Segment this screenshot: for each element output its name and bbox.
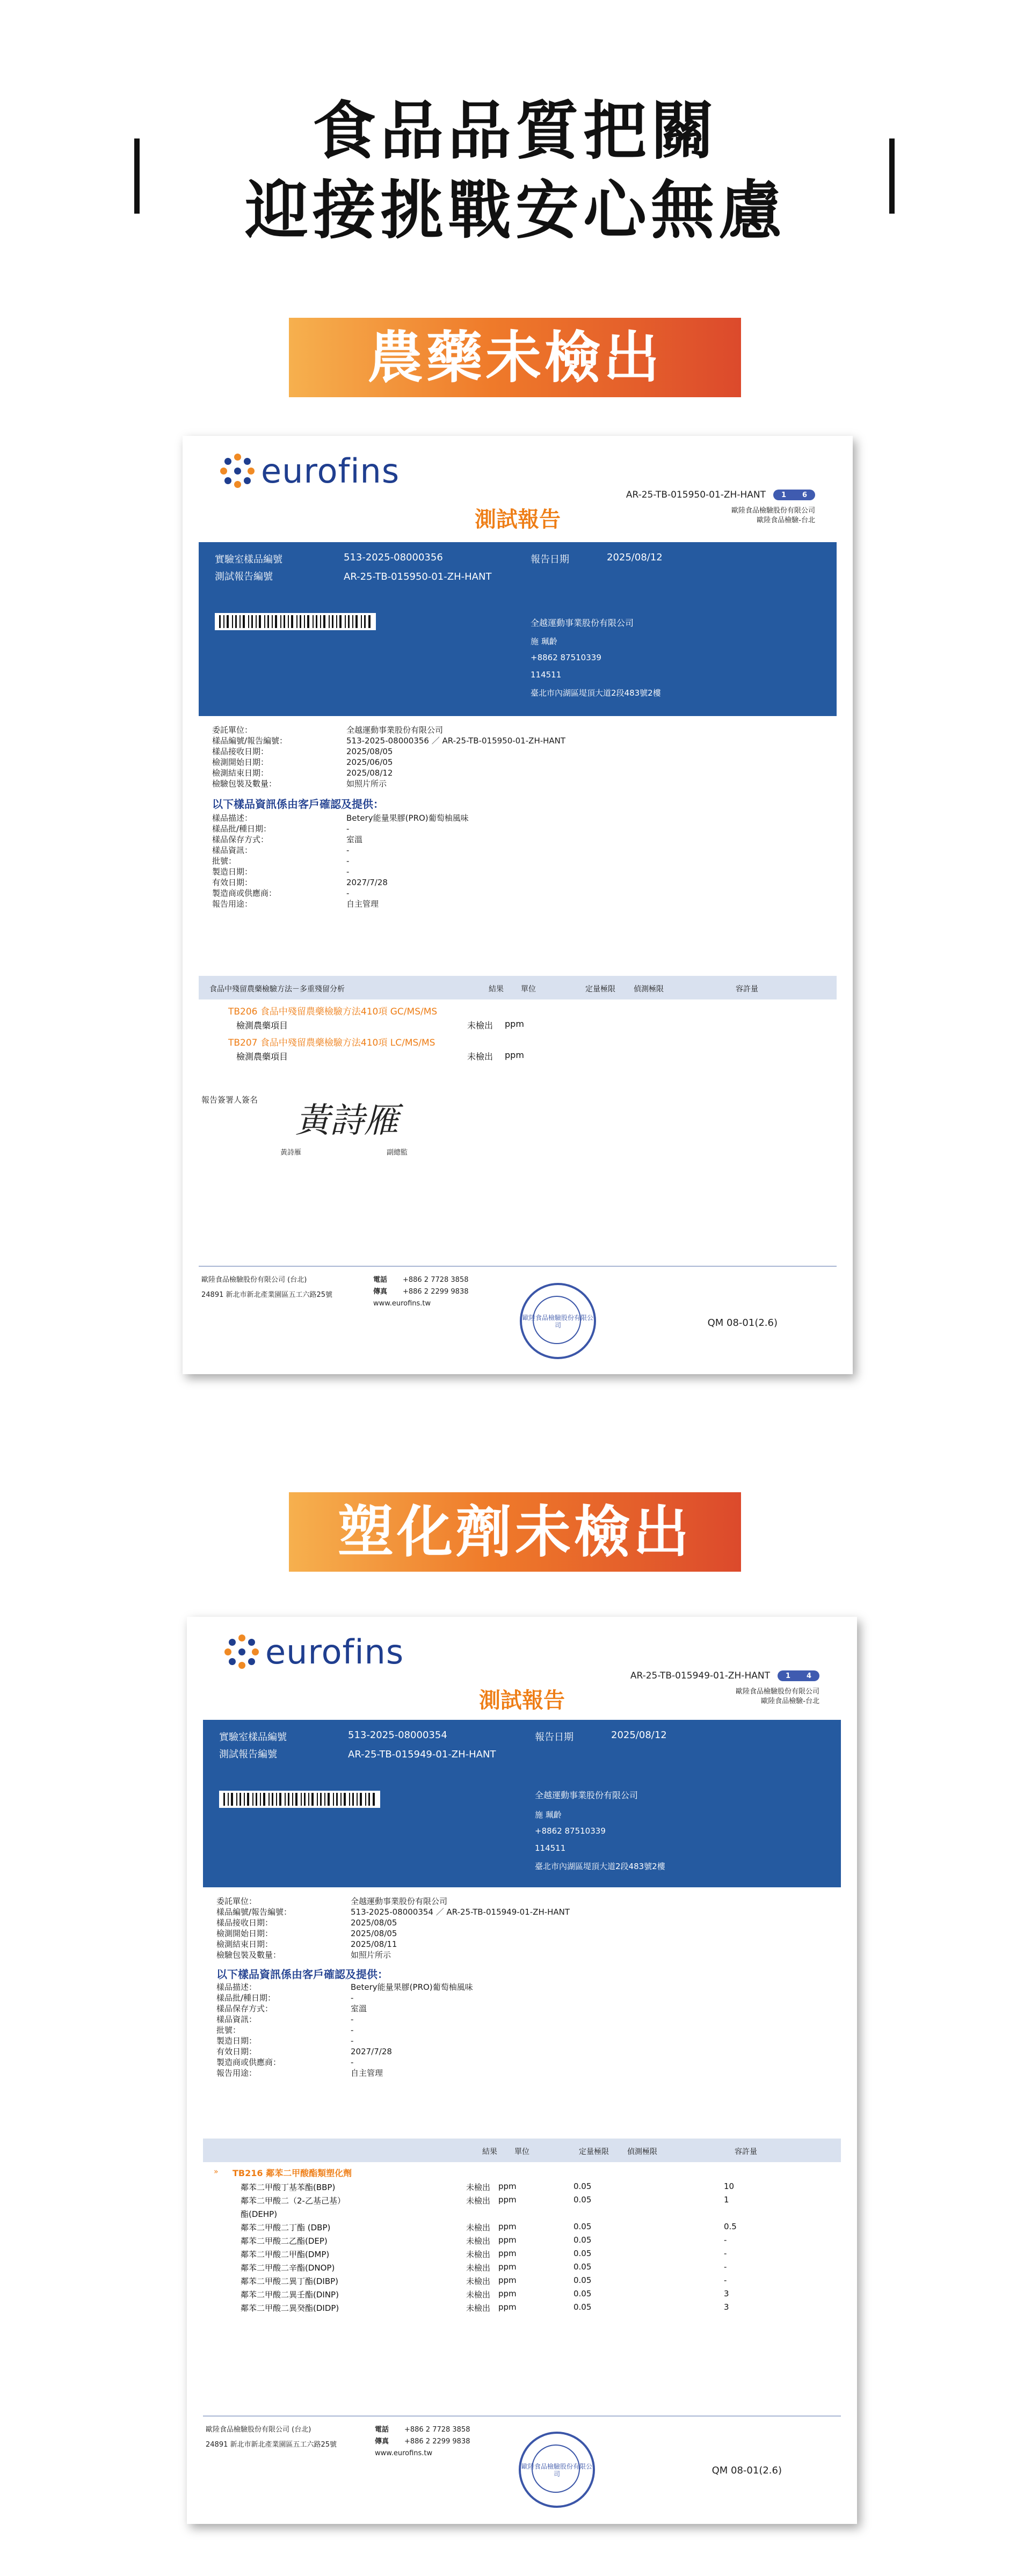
result-result: 未檢出 [466, 2276, 491, 2286]
method-marker: » [214, 2168, 219, 2176]
client-address: 臺北市內湖區堤頂大道2段483號2樓 [535, 1862, 665, 1871]
result-name: 酯(DEHP) [241, 2209, 278, 2219]
result-name: 鄰苯二甲酸二辛酯(DNOP) [241, 2263, 335, 2273]
method-tb207: TB207 食品中殘留農藥檢驗方法410項 LC/MS/MS [228, 1038, 435, 1048]
method-tb207-result: 未檢出 [467, 1052, 493, 1062]
form-code: QM 08-01(2.6) [707, 1317, 778, 1329]
label-report-date: 報告日期 [531, 554, 569, 565]
label-sample-no: 實驗室樣品編號 [219, 1732, 287, 1743]
headline-left-bar [134, 138, 140, 214]
client-phone: +8862 87510339 [531, 653, 601, 662]
method-tb206-unit: ppm [505, 1019, 524, 1029]
barcode [219, 1791, 380, 1808]
results-table-header: 食品中殘留農藥檢驗方法－多重殘留分析 結果 單位 定量極限 偵測極限 容許量 [199, 976, 837, 999]
results-table-header: 結果 單位 定量極限 偵測極限 容許量 [203, 2139, 841, 2162]
result-unit: ppm [498, 2222, 517, 2231]
doc-id [630, 1670, 819, 1681]
doc-id-text: AR-25-TB-015949-01-ZH-HANT [630, 1670, 770, 1681]
client-info-heading: 以下樣品資訊係由客戶確認及提供： [212, 798, 384, 811]
method-tb206-item: 檢測農藥項目 [236, 1020, 288, 1031]
result-unit: ppm [498, 2275, 517, 2285]
report-title: 測試報告 [479, 1688, 565, 1713]
client-company: 全越運動事業股份有限公司 [531, 618, 634, 628]
result-loq: 0.05 [573, 2195, 592, 2205]
result-unit: ppm [498, 2302, 517, 2312]
result-result: 未檢出 [466, 2183, 491, 2192]
lab-site: 歐陸食品檢驗-台北 [761, 1697, 819, 1705]
result-name: 鄰苯二甲酸二丁酯 (DBP) [241, 2223, 331, 2232]
footer-company: 歐陸食品檢驗股份有限公司 (台北) 24891 新北市新北產業園區五工六路25號 [206, 2426, 337, 2449]
footer-contact: 電話 +886 2 7728 3858 傳真 +886 2 2299 9838 www.eurofins.tw [375, 2426, 470, 2457]
barcode [215, 613, 376, 630]
result-limit: 10 [724, 2181, 735, 2191]
method-tb216: TB216 鄰苯二甲酸酯類塑化劑 [233, 2168, 352, 2178]
result-name: 鄰苯二甲酸二異癸酯(DIDP) [241, 2303, 339, 2313]
client-sample-info: 樣品描述： Betery能量果膠(PRO)葡萄柚風味 樣品批/種日期： - 樣品保存方式： 室溫 樣品資訊： - 批號： - 製造日期： - 有效日期： 2027/7/28 製造商或供應商： - 報告用途： 自主管理 [216, 1982, 473, 2078]
eurofins-logo-icon [224, 1634, 259, 1669]
headline [0, 91, 1031, 250]
doc-id-text: AR-25-TB-015950-01-ZH-HANT [626, 490, 766, 500]
banner-pesticide: 農藥未檢出 [289, 318, 741, 397]
headline-line-2: 迎接挑戰安心無慮 [244, 173, 786, 247]
result-loq: 0.05 [573, 2235, 592, 2245]
footer-company: 歐陸食品檢驗股份有限公司 (台北) 24891 新北市新北產業園區五工六路25號 [201, 1276, 333, 1299]
eurofins-logo-icon [220, 454, 255, 488]
result-result: 未檢出 [466, 2236, 491, 2246]
sample-no: 513-2025-08000356 [344, 552, 443, 563]
client-company: 全越運動事業股份有限公司 [535, 1790, 638, 1800]
result-name: 鄰苯二甲酸二（2-乙基己基） [241, 2196, 345, 2206]
result-result: 未檢出 [466, 2263, 491, 2273]
result-result: 未檢出 [466, 2290, 491, 2300]
headline-right-bar [889, 138, 895, 214]
result-limit: 3 [724, 2289, 729, 2298]
client-info-heading: 以下樣品資訊係由客戶確認及提供： [216, 1968, 388, 1981]
doc-id [626, 490, 815, 500]
report-title: 測試報告 [475, 507, 561, 532]
result-unit: ppm [498, 2249, 517, 2258]
result-result: 未檢出 [466, 2223, 491, 2232]
result-loq: 0.05 [573, 2262, 592, 2272]
method-tb207-item: 檢測農藥項目 [236, 1052, 288, 1062]
label-report-date: 報告日期 [535, 1732, 573, 1743]
report-date: 2025/08/12 [611, 1730, 667, 1741]
page-indicator: 1 4 [778, 1670, 819, 1681]
result-limit: - [724, 2262, 727, 2272]
client-contact: 施 珮齡 [531, 637, 557, 646]
handwritten-signature: 黃詩雁 [295, 1101, 398, 1141]
footer-contact: 電話 +886 2 7728 3858 傳真 +886 2 2299 9838 www.eurofins.tw [373, 1276, 469, 1308]
result-name: 鄰苯二甲酸二異丁酯(DIBP) [241, 2276, 339, 2286]
certification-stamp: 歐陸食品檢驗股份有限公司 [519, 2432, 595, 2508]
client-address: 臺北市內湖區堤頂大道2段483號2樓 [531, 688, 661, 698]
report-header-box [199, 542, 837, 716]
result-limit: - [724, 2249, 727, 2258]
method-tb206: TB206 食品中殘留農藥檢驗方法410項 GC/MS/MS [228, 1006, 438, 1017]
result-result: 未檢出 [466, 2196, 491, 2206]
lab-name: 歐陸食品檢驗股份有限公司 [735, 1688, 819, 1696]
result-limit: 3 [724, 2302, 729, 2312]
report-no: AR-25-TB-015950-01-ZH-HANT [344, 571, 492, 582]
footer-divider [203, 2416, 841, 2417]
label-report-no: 測試報告編號 [219, 1749, 277, 1760]
banner-plasticizer: 塑化劑未檢出 [289, 1492, 741, 1572]
result-loq: 0.05 [573, 2275, 592, 2285]
result-loq: 0.05 [573, 2181, 592, 2191]
form-code: QM 08-01(2.6) [711, 2465, 782, 2476]
sample-no: 513-2025-08000354 [348, 1730, 447, 1741]
result-loq: 0.05 [573, 2302, 592, 2312]
result-unit: ppm [498, 2181, 517, 2191]
result-name: 鄰苯二甲酸二甲酯(DMP) [241, 2250, 330, 2259]
lab-name: 歐陸食品檢驗股份有限公司 [731, 507, 815, 515]
result-limit: 1 [724, 2195, 729, 2205]
client-zip: 114511 [535, 1843, 566, 1853]
label-sample-no: 實驗室樣品編號 [215, 554, 282, 565]
eurofins-logo [224, 1633, 404, 1670]
report-header-box [203, 1720, 841, 1887]
result-limit: 0.5 [724, 2222, 737, 2231]
report-plasticizer [187, 1617, 857, 2524]
sample-info: 委託單位： 全越運動事業股份有限公司 樣品編號/報告編號： 513-2025-08000356 ／ AR-25-TB-015950-01-ZH-HANT 樣品接收日期： 2025/08/05 檢測開始日期： 2025/06/05 檢測結束日期： 2025/08/12 檢驗包裝及數量： 如照片所示 [212, 725, 566, 789]
result-loq: 0.05 [573, 2249, 592, 2258]
eurofins-logo [220, 452, 400, 490]
method-tb207-unit: ppm [505, 1050, 524, 1060]
label-report-no: 測試報告編號 [215, 571, 273, 582]
signer-name: 黃詩雁 [280, 1149, 302, 1157]
result-name: 鄰苯二甲酸二乙酯(DEP) [241, 2236, 328, 2246]
client-contact: 施 珮齡 [535, 1810, 562, 1820]
footer-divider [199, 1266, 837, 1267]
client-phone: +8862 87510339 [535, 1826, 606, 1836]
eurofins-logo-text: eurofins [261, 451, 400, 491]
result-unit: ppm [498, 2262, 517, 2272]
result-loq: 0.05 [573, 2222, 592, 2231]
client-sample-info: 樣品描述： Betery能量果膠(PRO)葡萄柚風味 樣品批/種日期： - 樣品保存方式： 室溫 樣品資訊： - 批號： - 製造日期： - 有效日期： 2027/7/28 製造商或供應商： - 報告用途： 自主管理 [212, 813, 469, 909]
certification-stamp: 歐陸食品檢驗股份有限公司 [520, 1283, 596, 1359]
lab-site: 歐陸食品檢驗-台北 [757, 516, 815, 524]
result-limit: - [724, 2235, 727, 2245]
signer-title: 副總監 [387, 1149, 408, 1157]
result-name: 鄰苯二甲酸丁基苯酯(BBP) [241, 2183, 336, 2192]
report-no: AR-25-TB-015949-01-ZH-HANT [348, 1749, 496, 1760]
eurofins-logo-text: eurofins [265, 1632, 404, 1672]
result-unit: ppm [498, 2195, 517, 2205]
result-result: 未檢出 [466, 2303, 491, 2313]
signature-label: 報告簽署人簽名 [201, 1095, 258, 1105]
result-loq: 0.05 [573, 2289, 592, 2298]
result-name: 鄰苯二甲酸二異壬酯(DINP) [241, 2290, 339, 2300]
result-limit: - [724, 2275, 727, 2285]
result-result: 未檢出 [466, 2250, 491, 2259]
result-unit: ppm [498, 2235, 517, 2245]
report-date: 2025/08/12 [607, 552, 663, 563]
client-zip: 114511 [531, 670, 562, 680]
headline-line-1: 食品品質把關 [312, 94, 718, 168]
report-pesticide [183, 436, 853, 1374]
method-tb206-result: 未檢出 [467, 1020, 493, 1031]
result-unit: ppm [498, 2289, 517, 2298]
page-indicator: 1 6 [773, 490, 815, 500]
sample-info: 委託單位： 全越運動事業股份有限公司 樣品編號/報告編號： 513-2025-08000354 ／ AR-25-TB-015949-01-ZH-HANT 樣品接收日期： 2025/08/05 檢測開始日期： 2025/08/05 檢測結束日期： 2025/08/11 檢驗包裝及數量： 如照片所示 [216, 1896, 570, 1960]
